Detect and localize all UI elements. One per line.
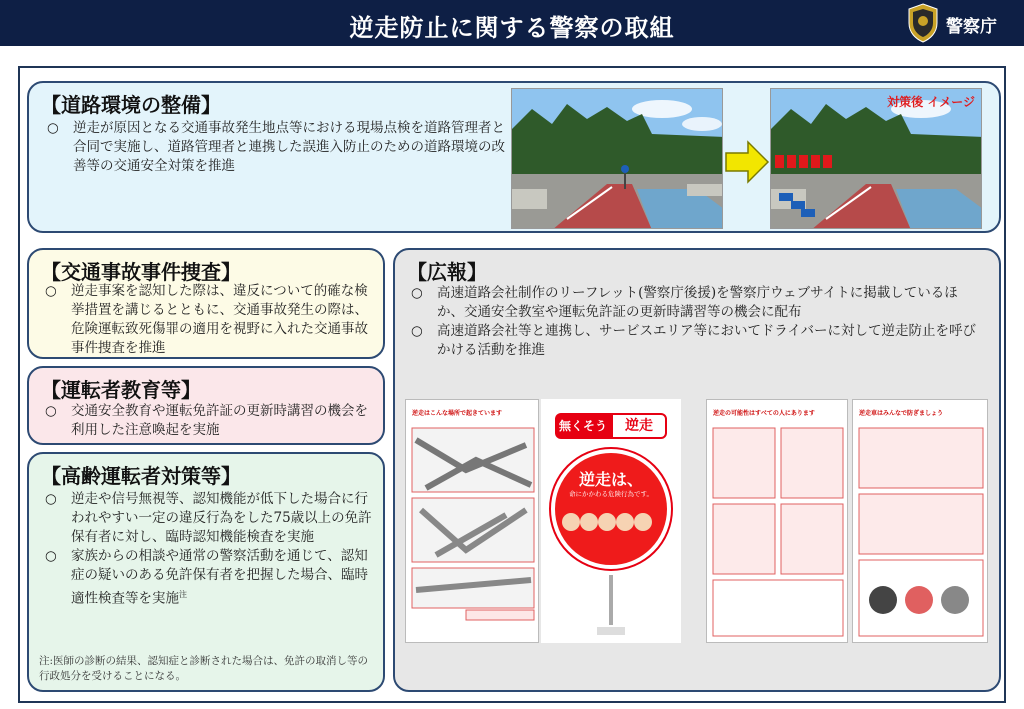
faces-illustration-icon xyxy=(561,507,661,537)
education-section-body xyxy=(45,402,375,440)
road-section-title: 【道路環境の整備】 xyxy=(41,93,221,117)
road-after-photo xyxy=(770,88,982,229)
elderly-item-text: 家族からの相談や通常の警察活動を通じて、認知症の疑いのある免許保有者を把握した場合、臨時適性検査等を実施 xyxy=(71,548,368,607)
leaflet-3-heading: 逆走の可能性はすべての人にあります xyxy=(713,410,815,417)
bullet-marker: ○ xyxy=(45,491,57,507)
poster-warning-circle xyxy=(551,449,671,569)
elderly-item xyxy=(45,490,375,547)
campaign-poster xyxy=(541,399,681,643)
bullet-marker: ○ xyxy=(45,548,57,564)
footnote-marker: 注 xyxy=(179,590,187,599)
education-item xyxy=(45,402,375,440)
poster-title-right: 逆走 xyxy=(611,413,667,439)
right-arrow-icon xyxy=(724,140,770,184)
education-item-text: 交通安全教育や運転免許証の更新時講習の機会を利用した注意喚起を実施 xyxy=(71,403,368,438)
header-bar xyxy=(0,0,1024,46)
elderly-section-body xyxy=(45,490,375,609)
pr-item-text: 高速道路会社等と連携し、サービスエリア等においてドライバーに対して逆走防止を呼びかける活動を推進 xyxy=(437,323,977,358)
bullet-marker: ○ xyxy=(47,120,59,136)
pr-item-text: 高速道路会社制作のリーフレット(警察庁後援)を警察庁ウェブサイトに掲載しているほか、交通安全教室や運転免許証の更新時講習等の機会に配布 xyxy=(437,285,958,320)
page-title: 逆走防止に関する警察の取組 xyxy=(349,14,675,42)
bullet-marker: ○ xyxy=(411,285,423,301)
poster-title xyxy=(555,413,667,439)
footnote-text: 注:医師の診断の結果、認知症と診断された場合は、免許の取消し等の行政処分を受けることになる。 xyxy=(39,655,369,682)
bullet-marker: ○ xyxy=(45,403,57,419)
road-item-text: 逆走が原因となる交通事故発生地点等における現場点検を道路管理者と合同で実施し、道路管理者と連携した誤進入防止のための道路環境の改善等の交通安全対策を推進 xyxy=(73,120,505,174)
investigation-section-body xyxy=(45,282,375,358)
investigation-section-title: 【交通事故事件捜査】 xyxy=(41,260,241,284)
leaflet-4-heading: 逆走車はみんなで防ぎましょう xyxy=(859,410,944,417)
leaflet-4-illustration xyxy=(853,400,988,643)
leaflet-1-illustration xyxy=(406,400,539,643)
driver-education-section xyxy=(27,366,385,445)
elderly-item-text: 逆走や信号無視等、認知機能が低下した場合に行われやすい一定の違反行為をした75歳以上の免許保有者に対し、臨時認知機能検査を実施 xyxy=(71,491,372,545)
road-after-image xyxy=(771,89,982,229)
pr-item xyxy=(411,322,981,360)
road-before-photo xyxy=(511,88,723,229)
investigation-item xyxy=(45,282,375,358)
elderly-section-title: 【高齢運転者対策等】 xyxy=(41,464,241,488)
poster-title-left: 無くそう xyxy=(555,413,611,439)
bullet-marker: ○ xyxy=(411,323,423,339)
pr-section-body xyxy=(411,284,981,360)
investigation-item-text: 逆走事案を認知した際は、違反について的確な検挙措置を講じるとともに、交通事故発生の際は、危険運転致死傷罪の適用を視野に入れた交通事故事件捜査を推進 xyxy=(71,283,368,356)
road-before-image xyxy=(512,89,723,229)
leaflet-page-3 xyxy=(706,399,848,643)
agency-name: 警察庁 xyxy=(946,17,997,37)
road-item xyxy=(47,119,507,176)
pr-item xyxy=(411,284,981,322)
investigation-section xyxy=(27,248,385,359)
leaflet-page-4 xyxy=(852,399,988,643)
pr-section-title: 【広報】 xyxy=(407,260,487,284)
leaflet-page-1 xyxy=(405,399,539,643)
sign-post-icon xyxy=(595,575,627,641)
leaflet-1-heading: 逆走はこんな場所で起きています xyxy=(412,410,503,417)
leaflet-3-illustration xyxy=(707,400,848,643)
police-emblem-icon xyxy=(906,3,940,43)
poster-circle-sub: 命にかかわる危険行為です。 xyxy=(569,490,653,498)
elderly-driver-section xyxy=(27,452,385,692)
education-section-title: 【運転者教育等】 xyxy=(41,378,201,402)
road-section-body xyxy=(47,119,507,176)
bullet-marker: ○ xyxy=(45,283,57,299)
after-image-label: 対策後 イメージ xyxy=(887,95,975,109)
poster-circle-main: 逆走は、 xyxy=(578,470,643,489)
elderly-item xyxy=(45,547,375,609)
